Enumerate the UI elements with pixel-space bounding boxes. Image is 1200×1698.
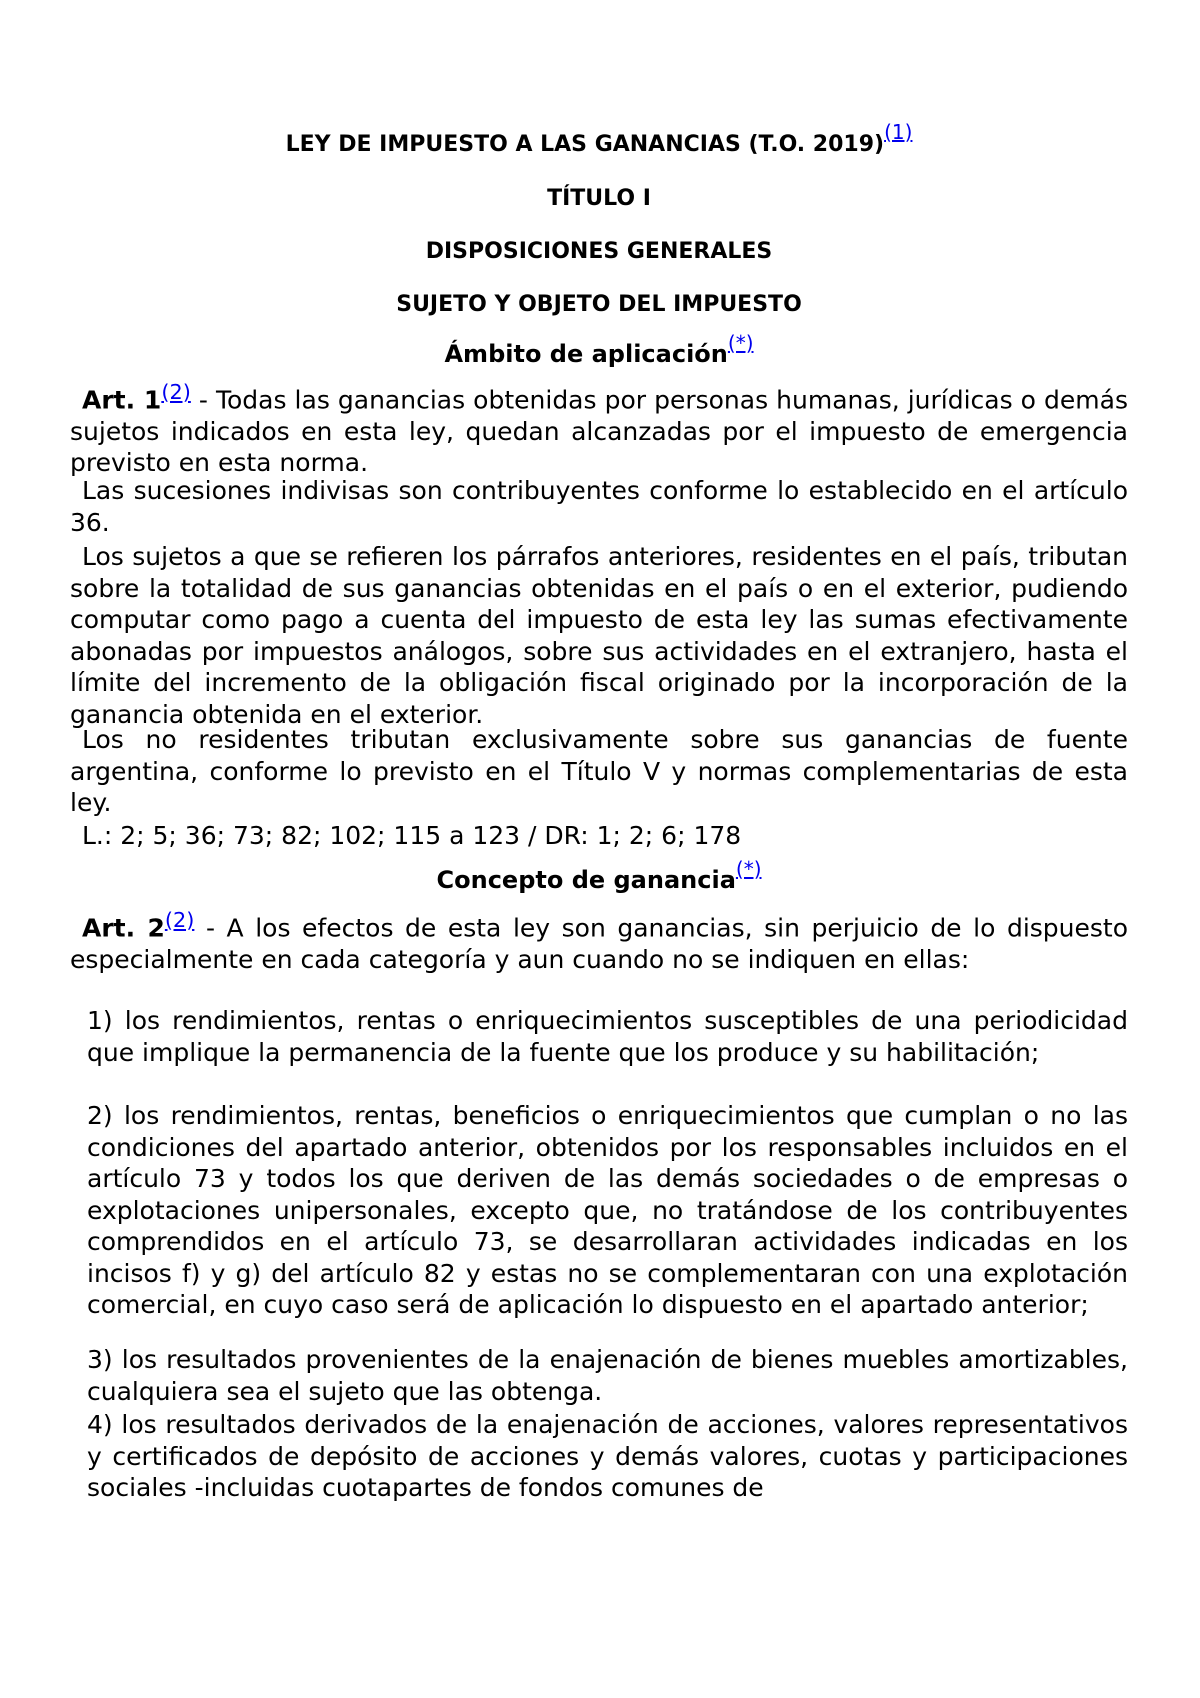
footnote-link-ambito[interactable]: (*) (727, 331, 754, 355)
article-1-paragraph-3: Los sujetos a que se refieren los párrafos anteriores, residentes en el país, tributan sobre la totalidad de sus ganancias obtenidas en el país o en el exterior, pudiendo computar como pago a cuenta del impuesto de esta ley las sumas efectivamente abonadas por impuestos análogos, sobre sus actividades en el extranjero, hasta el límite del incremento de la obligación fiscal originado por la incorporación de la ganancia obtenida en el exterior. (70, 542, 1128, 729)
footnote-link-1[interactable]: (1) (884, 120, 913, 144)
article-1-paragraph-2: Las sucesiones indivisas son contribuyentes conforme lo establecido en el artículo 36. (70, 476, 1128, 537)
article-2-text: - A los efectos de esta ley son ganancias, sin perjuicio de lo dispuesto especialmente en cada categoría y aun cuando no se indiquen en ellas: (70, 913, 1129, 974)
titulo-heading: TÍTULO I (547, 186, 651, 211)
article-2-item-1: 1) los rendimientos, rentas o enriquecimientos susceptibles de una periodicidad que implique la permanencia de la fuente que los produce y su habilitación; (87, 1006, 1128, 1067)
concepto-heading (70, 857, 1128, 894)
ambito-heading (70, 331, 1128, 368)
article-2-item-3: 3) los resultados provenientes de la enajenación de bienes muebles amortizables, cualquiera sea el sujeto que las obtenga. (87, 1345, 1128, 1406)
article-1-paragraph (70, 377, 1128, 479)
law-title-text: LEY DE IMPUESTO A LAS GANANCIAS (T.O. 2019) (285, 132, 885, 157)
article-1-paragraph-4: Los no residentes tributan exclusivamente sobre sus ganancias de fuente argentina, conforme lo previsto en el Título V y normas complementarias de esta ley. (70, 725, 1128, 817)
article-2-item-2: 2) los rendimientos, rentas, beneficios o enriquecimientos que cumplan o no las condiciones del apartado anterior, obtenidos por los responsables incluidos en el artículo 73 y todos los que deriven de las demás sociedades o de empresas o explotaciones unipersonales, excepto que, no tratándose de los contribuyentes comprendidos en el artículo 73, se desarrollaran actividades indicadas en los incisos f) y g) del artículo 82 y estas no se complementaran con una explotación comercial, en cuyo caso será de aplicación lo dispuesto en el apartado anterior; (87, 1101, 1128, 1319)
article-2-item-4: 4) los resultados derivados de la enajenación de acciones, valores representativos y certificados de depósito de acciones y demás valores, cuotas y participaciones sociales -incluidas cuotapartes de fondos comunes de (87, 1410, 1128, 1502)
article-1-label: Art. 1 (82, 385, 162, 415)
ambito-heading-text: Ámbito de aplicación (444, 340, 728, 368)
concepto-heading-text: Concepto de ganancia (436, 866, 736, 894)
article-2-paragraph (70, 905, 1128, 975)
law-title (70, 120, 1128, 157)
article-1-references: L.: 2; 5; 36; 73; 82; 102; 115 a 123 / DR: 1; 2; 6; 178 (82, 821, 742, 850)
footnote-link-concepto[interactable]: (*) (735, 857, 762, 881)
sujeto-heading: SUJETO Y OBJETO DEL IMPUESTO (396, 292, 802, 317)
disposiciones-heading: DISPOSICIONES GENERALES (425, 239, 773, 264)
footnote-link-art1[interactable]: (2) (161, 380, 191, 404)
article-2-label: Art. 2 (82, 913, 165, 943)
footnote-link-art2[interactable]: (2) (164, 908, 195, 932)
article-1-text: - Todas las ganancias obtenidas por personas humanas, jurídicas o demás sujetos indicados en esta ley, quedan alcanzadas por el impuesto de emergencia previsto en esta norma. (70, 385, 1128, 478)
